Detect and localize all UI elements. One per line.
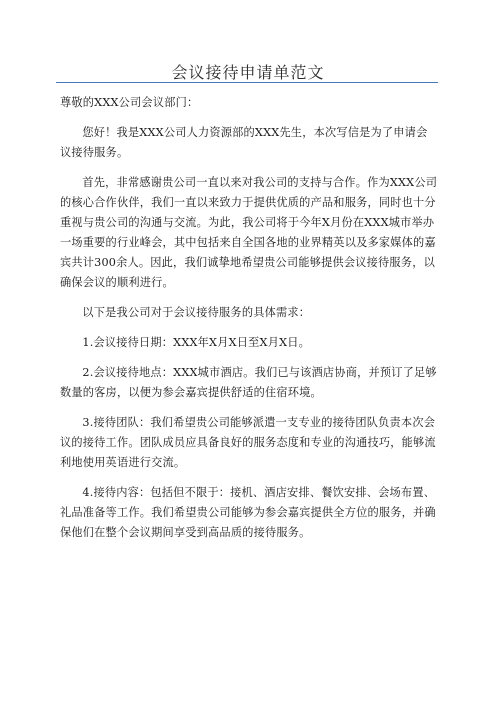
paragraph-item-date: 1.会议接待日期：XXX年X月X日至X月X日。: [82, 336, 311, 349]
document-title: 会议接待申请单范文: [171, 63, 325, 82]
greeting: 尊敬的XXX公司会议部门：: [60, 96, 199, 109]
paragraph-needs-lead: 以下是我公司对于会议接待服务的具体需求：: [82, 306, 311, 319]
paragraph-item-location: 2.会议接待地点：XXX城市酒店。我们已与该酒店协商，并预订了足够数量的客房，以便为参会嘉宾提供舒适的住宿环境。: [60, 366, 437, 399]
paragraph-background: 首先，非常感谢贵公司一直以来对我公司的支持与合作。作为XXX公司的核心合作伙伴，我们一直以来致力于提供优质的产品和服务，同时也十分重视与贵公司的沟通与交流。为此，我公司将于今年X月份在XXX城市举办一场重要的行业峰会，其中包括来自全国各地的业界精英以及多家媒体的嘉宾共计300余人。因此，我们诚挚地希望贵公司能够提供会议接待服务，以确保会议的顺利进行。: [60, 176, 438, 289]
paragraph-intro: 您好！我是XXX公司人力资源部的XXX先生，本次写信是为了申请会议接待服务。: [60, 126, 428, 159]
title-underline: [56, 82, 438, 83]
paragraph-item-content: 4.接待内容：包括但不限于：接机、酒店安排、餐饮安排、会场布置、礼品准备等工作。我们希望贵公司能够为参会嘉宾提供全方位的服务，并确保他们在整个会议期间享受到高品质的接待服务。: [60, 486, 436, 539]
document-body: [60, 93, 438, 553]
paragraph-item-team: 3.接待团队：我们希望贵公司能够派遣一支专业的接待团队负责本次会议的接待工作。团队成员应具备良好的服务态度和专业的沟通技巧，能够流利地使用英语进行交流。: [60, 416, 436, 469]
